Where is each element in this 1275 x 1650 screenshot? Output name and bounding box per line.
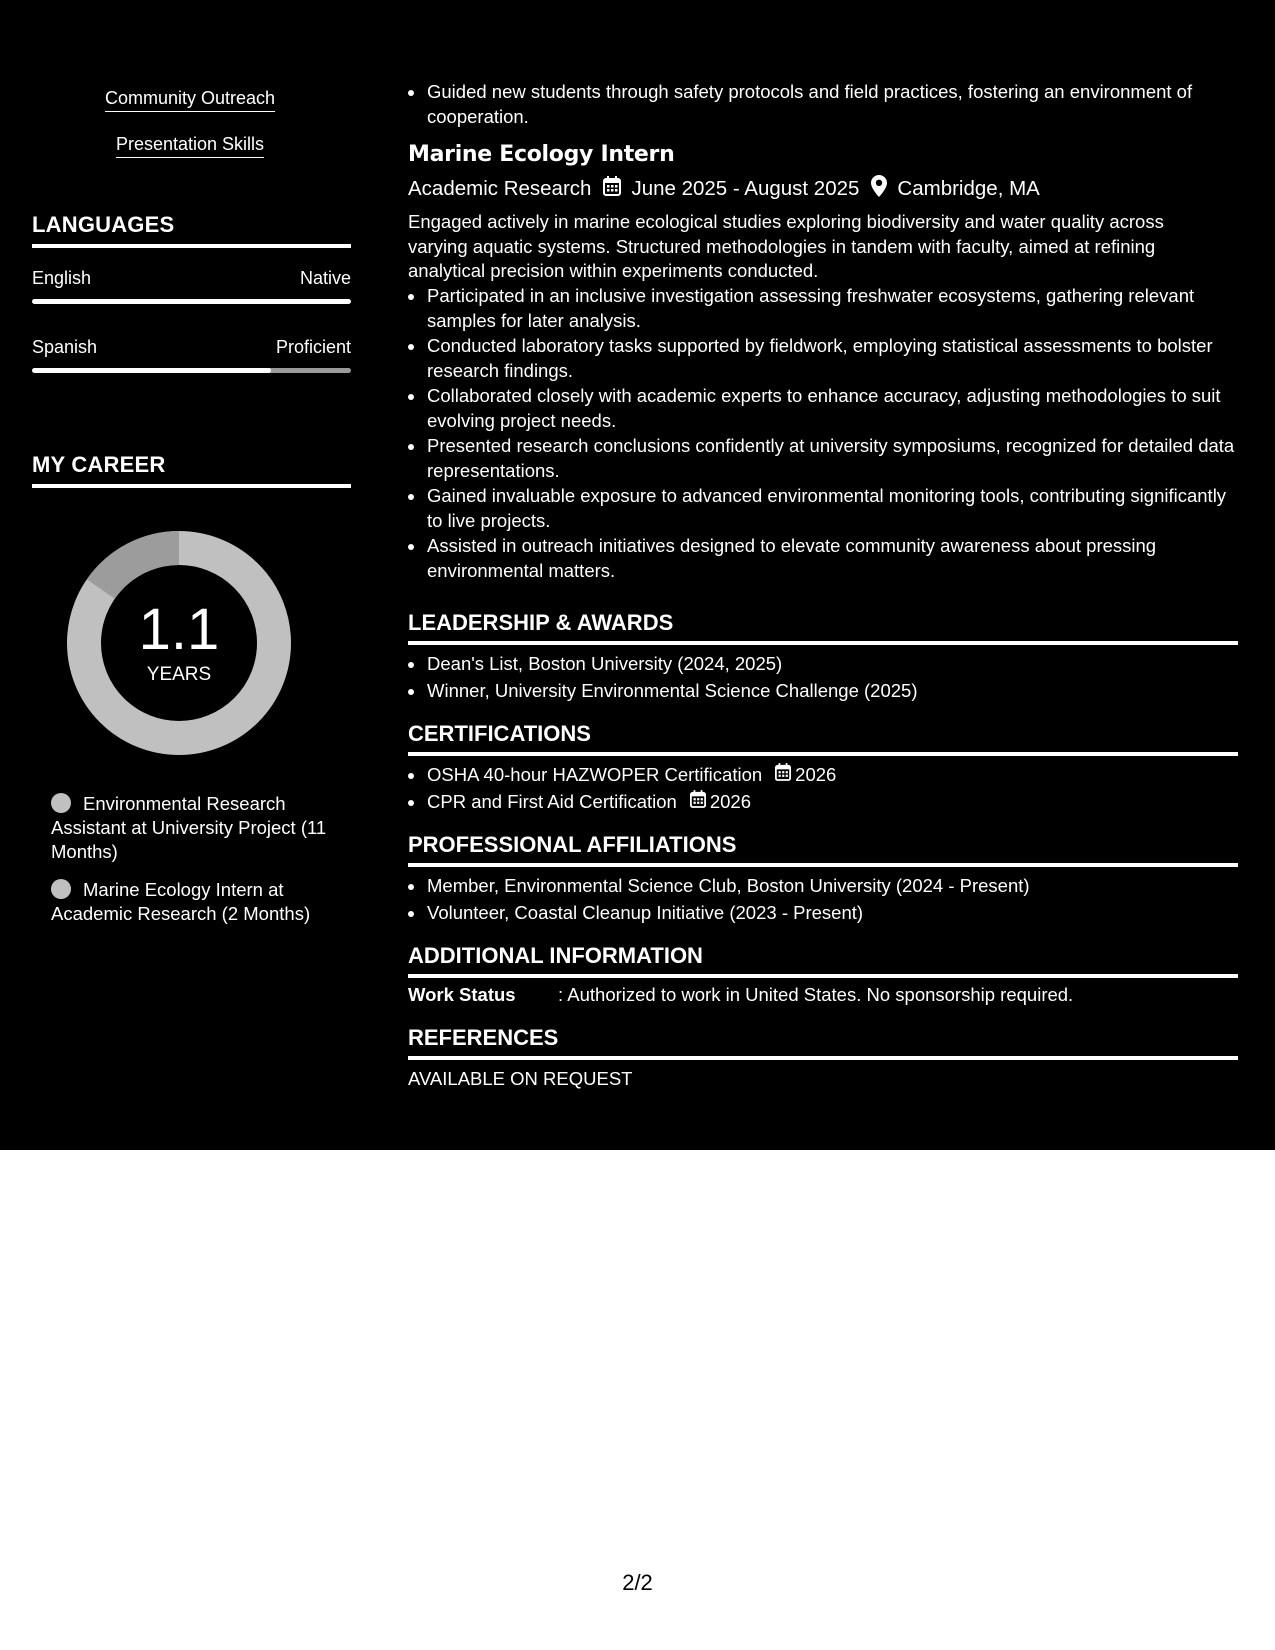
language-level: Proficient xyxy=(275,337,351,357)
bullet-item: Winner, University Environmental Science Challenge (2025) xyxy=(408,679,1238,704)
job-summary: Engaged actively in marine ecological studies exploring biodiversity and water quality across varying aquatic systems. Structured methodologies in tandem with faculty, aimed at refining analytical precision within experiments conducted. xyxy=(408,211,1164,281)
affiliations-heading: PROFESSIONAL AFFILIATIONS xyxy=(408,832,1238,867)
affiliations-list xyxy=(408,874,1238,927)
language-row xyxy=(32,337,351,358)
certification-year: 2026 xyxy=(709,790,751,812)
career-legend-item xyxy=(51,878,331,926)
calendar-icon xyxy=(775,763,791,788)
career-legend-item xyxy=(51,792,331,864)
bullet-item: Dean's List, Boston University (2024, 2025) xyxy=(408,652,1238,677)
languages-heading: LANGUAGES xyxy=(32,212,351,248)
skill-tag xyxy=(0,134,380,158)
bullet-item: Gained invaluable exposure to advanced environmental monitoring tools, contributing significantly to live projects. xyxy=(408,484,1238,533)
work-status-label: Work Status xyxy=(408,984,516,1005)
certification-name: OSHA 40-hour HAZWOPER Certification xyxy=(427,764,763,785)
certifications-heading: CERTIFICATIONS xyxy=(408,721,1238,756)
language-level: Native xyxy=(299,268,351,288)
references-heading: REFERENCES xyxy=(408,1025,1238,1060)
language-bar xyxy=(32,299,351,304)
language-name: Spanish xyxy=(32,337,98,357)
language-row xyxy=(32,268,351,289)
certification-item xyxy=(408,790,1238,815)
skill-label: Presentation Skills xyxy=(116,134,264,158)
bullet-item: Member, Environmental Science Club, Boston University (2024 - Present) xyxy=(408,874,1238,899)
work-status-value: : Authorized to work in United States. No sponsorship required. xyxy=(558,984,1074,1005)
bullet-item: Volunteer, Coastal Cleanup Initiative (2023 - Present) xyxy=(408,901,1238,926)
certification-year: 2026 xyxy=(795,764,837,785)
bullet-item: Guided new students through safety protocols and field practices, fostering an environment of cooperation. xyxy=(408,80,1238,129)
leadership-list xyxy=(408,652,1238,705)
career-total-unit: YEARS xyxy=(146,664,212,685)
certification-item xyxy=(408,763,1238,788)
skill-label: Community Outreach xyxy=(105,88,275,112)
job-dates: June 2025 - August 2025 xyxy=(631,177,860,200)
additional-info-heading: ADDITIONAL INFORMATION xyxy=(408,943,1238,978)
job-meta xyxy=(408,175,1040,203)
job-bullets xyxy=(408,284,1238,584)
job-location: Cambridge, MA xyxy=(897,177,1040,200)
career-legend-text: Environmental Research Assistant at University Project (11 Months) xyxy=(51,793,327,862)
language-bar-fill xyxy=(32,368,271,373)
career-heading: MY CAREER xyxy=(32,452,351,488)
previous-job-bullets xyxy=(408,80,1238,130)
donut-segment xyxy=(101,548,179,589)
bullet-item: Participated in an inclusive investigation assessing freshwater ecosystems, gathering relevant samples for later analysis. xyxy=(408,284,1238,333)
leadership-heading: LEADERSHIP & AWARDS xyxy=(408,610,1238,645)
work-status-row xyxy=(408,984,1073,1006)
job-title: Marine Ecology Intern xyxy=(408,142,675,167)
bullet-item: Presented research conclusions confidently at university symposiums, recognized for detailed data representations. xyxy=(408,434,1238,483)
references-text: AVAILABLE ON REQUEST xyxy=(408,1068,633,1089)
language-bar-fill xyxy=(32,299,351,304)
language-name: English xyxy=(32,268,92,288)
career-legend-text: Marine Ecology Intern at Academic Research (2 Months) xyxy=(51,879,311,924)
bullet-item: Assisted in outreach initiatives designed to elevate community awareness about pressing environmental matters. xyxy=(408,534,1238,583)
certification-name: CPR and First Aid Certification xyxy=(427,790,677,812)
bullet-item: Conducted laboratory tasks supported by fieldwork, employing statistical assessments to bolster research findings. xyxy=(408,334,1238,383)
page-number: 2/2 xyxy=(622,1570,653,1595)
certifications-list xyxy=(408,763,1238,816)
location-pin-icon xyxy=(871,175,887,203)
bullet-item: Collaborated closely with academic experts to enhance accuracy, adjusting methodologies to suit evolving project needs. xyxy=(408,384,1238,433)
legend-dot xyxy=(51,879,71,899)
skill-tag xyxy=(0,88,380,112)
legend-dot xyxy=(51,793,71,813)
language-bar xyxy=(32,368,351,373)
calendar-icon xyxy=(690,790,706,815)
calendar-icon xyxy=(603,176,621,202)
career-total-value: 1.1 xyxy=(138,597,220,662)
job-company: Academic Research xyxy=(408,177,592,200)
